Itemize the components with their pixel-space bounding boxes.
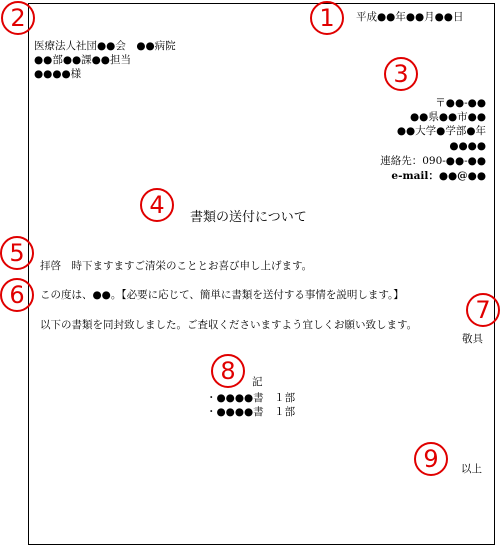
sender-email: e-mail：●●@●●	[391, 170, 486, 182]
recipient-line-1: 医療法人社団●●会 ●●病院	[34, 40, 176, 52]
marker-1: 1	[310, 1, 344, 35]
marker-5: 5	[0, 236, 34, 270]
marker-8: 8	[211, 354, 245, 388]
sender-line-1: 〒●●-●●	[435, 97, 486, 109]
recipient-line-3: ●●●●様	[34, 68, 82, 80]
marker-6: 6	[0, 278, 34, 312]
marker-9: 9	[414, 442, 448, 476]
sender-line-2: ●●県●●市●●	[410, 111, 486, 123]
ijo-label: 以上	[461, 463, 482, 475]
sender-line-4: ●●●●	[449, 140, 486, 152]
marker-3: 3	[384, 57, 418, 91]
sender-line-3: ●●大学●学部●年	[396, 125, 486, 137]
body-line-2: 以下の書類を同封致しました。ご査収くださいますよう宜しくお願い致します。	[40, 319, 418, 331]
enclosure-item-1: ・●●●●書 １部	[206, 392, 296, 404]
marker-2: 2	[1, 1, 35, 35]
sender-line-5: 連絡先：090-●●-●●	[380, 155, 486, 167]
greeting-line: 拝啓 時下ますますご清栄のこととお喜び申し上げます。	[40, 260, 313, 272]
enclosure-item-2: ・●●●●書 １部	[206, 406, 296, 418]
letter-date: 平成●●年●●月●●日	[356, 11, 464, 23]
letter-subject: 書類の送付について	[190, 210, 307, 225]
marker-7: 7	[466, 293, 500, 327]
marker-4: 4	[140, 188, 174, 222]
body-line-1: この度は、●●。【必要に応じて、簡単に書類を送付する事情を説明します。】	[40, 289, 404, 301]
recipient-line-2: ●●部●●課●●担当	[34, 54, 131, 66]
closing-keigu: 敬具	[462, 333, 483, 345]
ki-label: 記	[252, 376, 263, 388]
